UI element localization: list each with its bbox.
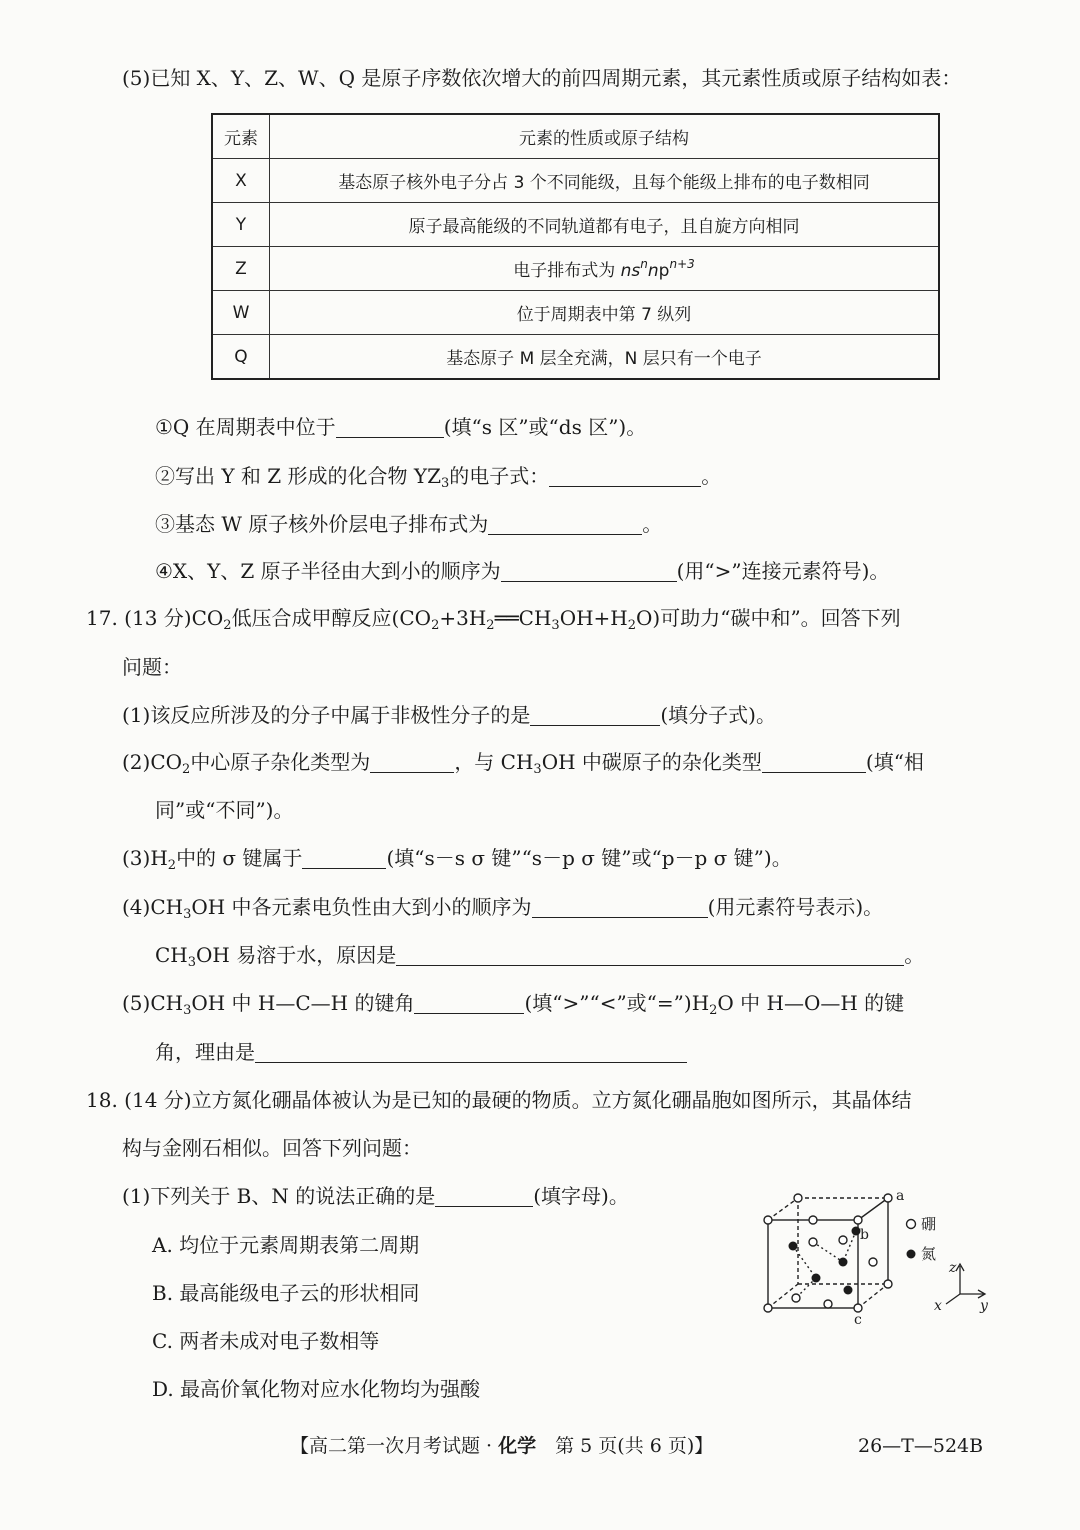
- text: OH+H: [559, 606, 628, 630]
- table-row: [212, 291, 939, 335]
- element-table: [211, 113, 940, 380]
- superscript-n: n: [640, 257, 648, 271]
- page-footer: [290, 1432, 713, 1460]
- answer-blank[interactable]: [435, 1184, 533, 1207]
- text: (5)CH: [122, 991, 184, 1015]
- q18-title: 18. (14 分)立方氮化硼晶体被认为是已知的最硬的物质。立方氮化硼晶胞如图所示，其晶体结: [86, 1088, 912, 1112]
- property-cell: 位于周期表中第 7 纵列: [270, 291, 940, 335]
- subscript: 2: [167, 858, 177, 873]
- q16-5-sub4: [155, 556, 889, 586]
- footer-title: 【高二第一次月考试题 ·: [290, 1435, 499, 1457]
- subscript: 3: [533, 762, 542, 777]
- text: (填“s 区”或“ds 区”)。: [443, 415, 647, 439]
- subscript: 2: [709, 1003, 718, 1018]
- text: 的电子式：: [449, 464, 550, 488]
- axis-z-label: z: [949, 1260, 957, 1276]
- text: (填“相: [865, 750, 924, 774]
- q17-sub5: [122, 988, 904, 1018]
- q16-5-sub3: [155, 509, 662, 539]
- q17-sub1: [122, 700, 776, 730]
- q16-5-intro: (5)已知 X、Y、Z、W、Q 是原子序数依次增大的前四周期元素，其元素性质或原子结构如表：: [122, 66, 962, 90]
- label-c: c: [854, 1312, 862, 1328]
- element-cell: Y: [212, 203, 270, 247]
- boron-nitride-unit-cell-figure: [748, 1186, 998, 1336]
- q17-sub2: [122, 747, 924, 777]
- text: O 中 H—O—H 的键: [717, 991, 905, 1015]
- q17-sub4: [122, 892, 883, 922]
- text: (2)CO: [122, 750, 183, 774]
- property-cell: 基态原子核外电子分占 3 个不同能级，且每个能级上排布的电子数相同: [270, 159, 940, 203]
- q16-5-sub1: [155, 412, 646, 442]
- subscript: 3: [187, 955, 197, 970]
- answer-blank[interactable]: [396, 943, 904, 966]
- text: O)可助力“碳中和”。回答下列: [636, 606, 901, 630]
- axis-y-label: y: [980, 1298, 988, 1314]
- answer-blank[interactable]: [488, 512, 642, 535]
- period: 。: [904, 943, 925, 967]
- legend-boron-label: 硼: [921, 1215, 937, 1233]
- text: OH 中碳原子的杂化类型: [541, 750, 762, 774]
- element-cell: W: [212, 291, 270, 335]
- table-header: 元素的性质或原子结构: [270, 114, 940, 159]
- axis-x-label: x: [934, 1298, 942, 1314]
- text: 17. (13 分)CO: [86, 606, 224, 630]
- text: OH 易溶于水，原因是: [196, 943, 397, 967]
- answer-blank[interactable]: [414, 991, 524, 1014]
- legend-nitrogen-icon: [907, 1250, 916, 1259]
- label-b: b: [860, 1227, 869, 1243]
- answer-blank[interactable]: [302, 846, 386, 869]
- element-cell: X: [212, 159, 270, 203]
- text: 中心原子杂化类型为: [190, 750, 371, 774]
- exam-code: 26—T—524B: [858, 1435, 984, 1457]
- answer-blank[interactable]: [255, 1040, 687, 1063]
- answer-blank[interactable]: [501, 559, 677, 582]
- property-text: 电子排布式为: [513, 261, 621, 281]
- q17-title-line2: 问题：: [122, 655, 182, 679]
- text: ②写出 Y 和 Z 形成的化合物 YZ: [155, 464, 441, 488]
- option-a: A. 均位于元素周期表第二周期: [152, 1233, 420, 1257]
- text: ，与 CH: [454, 750, 534, 774]
- element-cell: Z: [212, 247, 270, 291]
- subscript: 2: [431, 618, 440, 633]
- text: (用“>”连接元素符号)。: [676, 559, 890, 583]
- text: ③基态 W 原子核外价层电子排布式为: [155, 512, 489, 536]
- footer-page-number: 第 5 页(共 6 页)】: [536, 1435, 714, 1457]
- text: +3H: [439, 606, 487, 630]
- table-row: [212, 335, 939, 380]
- q17-title: [86, 603, 901, 633]
- text: (填“s－s σ 键”“s－p σ 键”或“p－p σ 键”)。: [386, 846, 792, 870]
- text: (填分子式)。: [660, 703, 776, 727]
- footer-subject: 化学: [498, 1435, 537, 1457]
- option-b: B. 最高能级电子云的形状相同: [152, 1281, 420, 1305]
- text: 角，理由是: [155, 1040, 255, 1064]
- period: 。: [642, 512, 663, 536]
- property-cell: 原子最高能级的不同轨道都有电子，且自旋方向相同: [270, 203, 940, 247]
- property-cell: 基态原子 M 层全充满，N 层只有一个电子: [270, 335, 940, 380]
- text: OH 中各元素电负性由大到小的顺序为: [191, 895, 532, 919]
- legend-nitrogen-label: 氮: [921, 1245, 937, 1263]
- q17-sub3: [122, 843, 792, 873]
- legend-boron-icon: [907, 1220, 916, 1229]
- subscript: 2: [182, 762, 191, 777]
- option-c: C. 两者未成对电子数相等: [152, 1329, 380, 1353]
- subscript: 3: [551, 618, 560, 633]
- q18-title-line2: 构与金刚石相似。回答下列问题：: [122, 1136, 422, 1160]
- period: 。: [701, 464, 722, 488]
- table-row: [212, 159, 939, 203]
- text: 低压合成甲醇反应(CO: [231, 606, 432, 630]
- subscript: 2: [486, 618, 495, 633]
- subscript: 2: [627, 618, 637, 633]
- text: (3)H: [122, 846, 168, 870]
- q16-5-sub2: [155, 461, 721, 491]
- option-d: D. 最高价氧化物对应水化物均为强酸: [152, 1377, 481, 1401]
- text: (填“>”“<”或“=”)H: [524, 991, 710, 1015]
- answer-blank[interactable]: [530, 703, 660, 726]
- answer-blank[interactable]: [336, 415, 444, 438]
- subscript: 3: [183, 907, 192, 922]
- text: (用元素符号表示)。: [707, 895, 884, 919]
- text: 中的 σ 键属于: [176, 846, 303, 870]
- text: ④X、Y、Z 原子半径由大到小的顺序为: [155, 559, 501, 583]
- label-a: a: [896, 1188, 905, 1204]
- q17-sub5-line2: [155, 1037, 687, 1067]
- q18-sub1: [122, 1181, 629, 1211]
- superscript-n3: n+3: [669, 257, 695, 271]
- table-header: 元素: [212, 114, 270, 159]
- table-row: [212, 203, 939, 247]
- text: ①Q 在周期表中位于: [155, 415, 336, 439]
- answer-blank[interactable]: [532, 895, 708, 918]
- text: CH: [155, 943, 188, 967]
- element-cell: Q: [212, 335, 270, 380]
- text: OH 中 H—C—H 的键角: [191, 991, 415, 1015]
- q17-sub4-line2: [155, 940, 924, 970]
- subscript: 3: [183, 1003, 192, 1018]
- text: (1)下列关于 B、N 的说法正确的是: [122, 1184, 436, 1208]
- table-header-row: [212, 114, 939, 159]
- table-row: [212, 247, 939, 291]
- text: (4)CH: [122, 895, 184, 919]
- text: (1)该反应所涉及的分子中属于非极性分子的是: [122, 703, 531, 727]
- answer-blank[interactable]: [370, 750, 454, 773]
- answer-blank[interactable]: [762, 750, 866, 773]
- subscript: 2: [223, 618, 232, 633]
- subscript: 3: [441, 476, 450, 491]
- q17-sub2-line2: 同”或“不同”)。: [155, 798, 294, 822]
- text: ══CH: [494, 606, 552, 630]
- property-cell: 电子排布式为 $ns^nnp^{n+3}$: [270, 247, 940, 291]
- answer-blank[interactable]: [549, 464, 701, 487]
- text: (填字母)。: [533, 1184, 629, 1208]
